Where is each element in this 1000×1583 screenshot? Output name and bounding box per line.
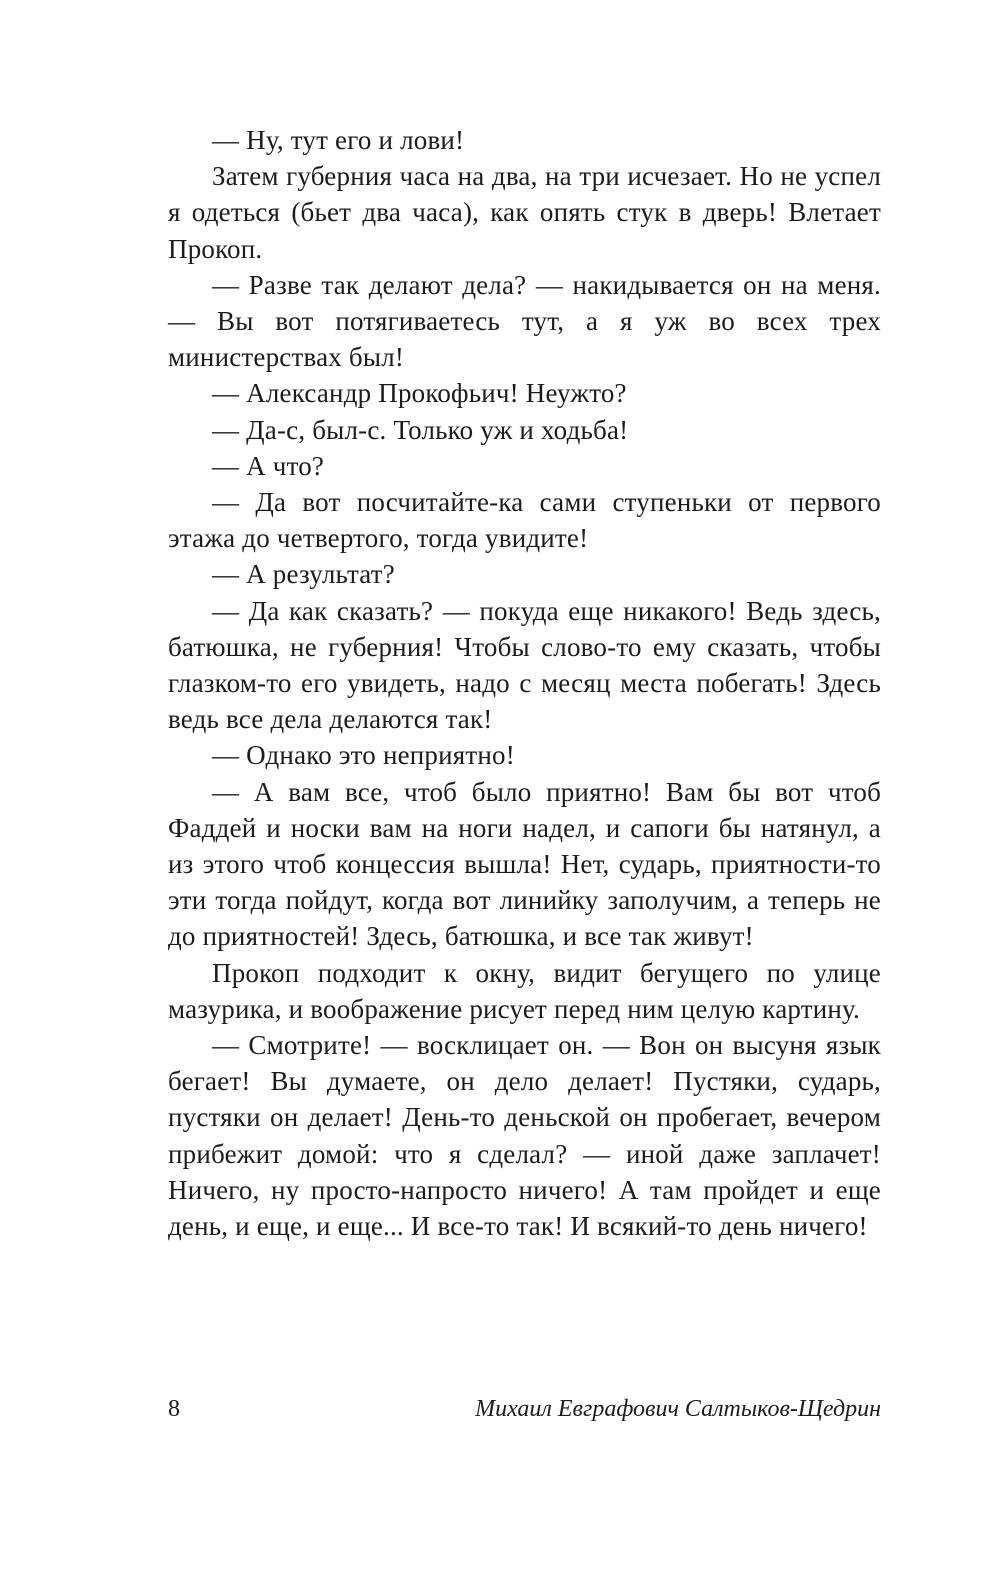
paragraph: — Да-с, был-с. Только уж и ходьба! <box>212 414 629 445</box>
paragraph: — Александр Прокофьич! Неужто? <box>212 378 627 409</box>
page-number: 8 <box>168 1396 180 1422</box>
page-footer <box>168 1396 881 1423</box>
paragraph: — А результат? <box>212 559 395 590</box>
paragraph: — Смотрите! — восклицает он. — Вон он высуня язык бегает! Вы думаете, он дело делает! Пустяки, сударь, пустяки он делает! День-то деньской он пробегает, вечером прибежит домой: что я сделал? — иной даже заплачет! Ничего, ну просто-напросто ничего! А там пройдет и еще день, и еще, и еще... И все-то так! И всякий-то день ничего! <box>168 1030 881 1242</box>
paragraph: — Ну, тут его и лови! <box>212 125 465 155</box>
paragraph: — А что? <box>212 450 325 481</box>
paragraph: Затем губерния часа на два, на три исчезает. Но не успел я одеться (бьет два часа), как опять стук в дверь! Влетает Прокоп. <box>168 161 881 264</box>
paragraph: — Да как сказать? — покуда еще никакого! Ведь здесь, батюшка, не губерния! Чтобы слово-то ему сказать, чтобы глазком-то его увидеть, надо с месяц места побегать! Здесь ведь все дела делаются так! <box>168 595 881 735</box>
paragraph: — Разве так делают дела? — накидывается он на меня. — Вы вот потягиваетесь тут, а я уж во всех трех министерствах был! <box>168 269 881 373</box>
paragraph: Прокоп подходит к окну, видит бегущего по улице мазурика, и воображение рисует перед ним целую картину. <box>168 957 881 1024</box>
paragraph: — Однако это неприятно! <box>212 740 515 771</box>
paragraph: — Да вот посчитайте-ка сами ступеньки от первого этажа до четвертого, тогда увидите! <box>168 487 881 554</box>
paragraph: — А вам все, чтоб было приятно! Вам бы вот чтоб Фаддей и носки вам на ноги надел, и сапоги бы натянул, а из этого чтоб концессия вышла! Нет, сударь, приятности-то эти тогда пойдут, когда вот линийку заполучим, а теперь не до приятностей! Здесь, батюшка, и все так живут! <box>168 776 881 952</box>
footer-author: Михаил Евграфович Салтыков-Щедрин <box>475 1396 881 1422</box>
text-block <box>168 122 881 1244</box>
